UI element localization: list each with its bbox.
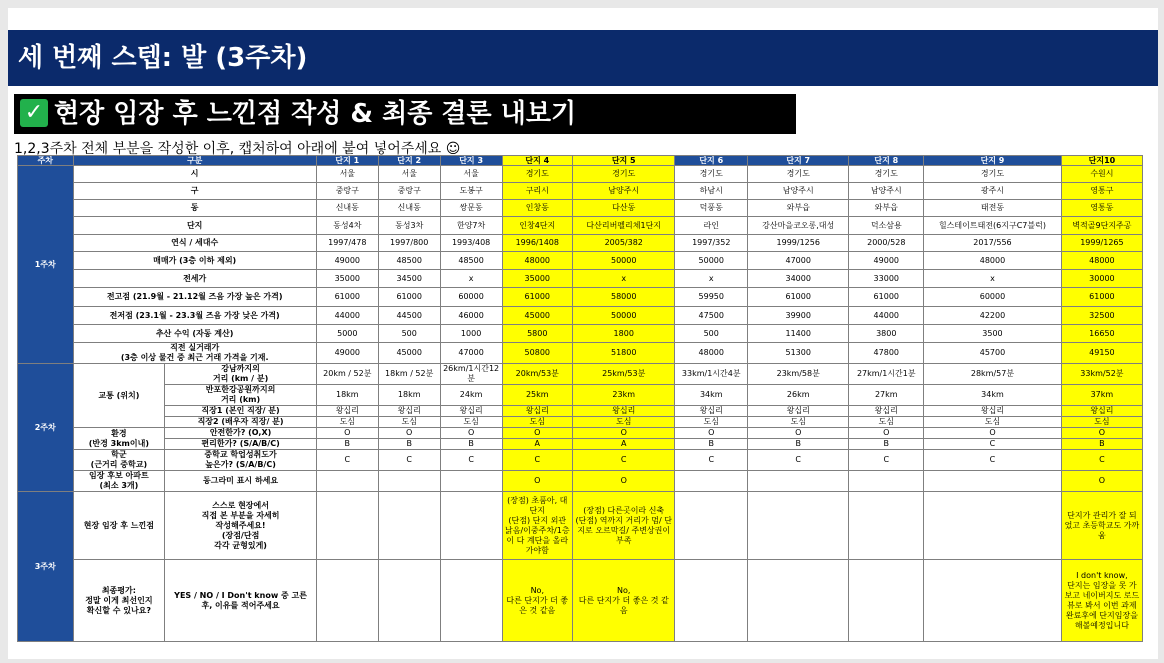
cell-year-danji-6: 1997/352 <box>675 235 748 252</box>
cell-dong-danji-5: 다산동 <box>573 200 675 217</box>
cell-job1-danji-1: 왕십리 <box>316 406 378 417</box>
cell-year-danji-5: 2005/382 <box>573 235 675 252</box>
cell-year-danji-2: 1997/800 <box>378 235 440 252</box>
cell-si-danji-6: 경기도 <box>675 166 748 183</box>
row-label-gu: 구 <box>73 183 316 200</box>
cell-safe-danji-2: O <box>378 428 440 439</box>
group-label-env: 환경 (반경 3km이내) <box>73 428 165 450</box>
final-danji-1 <box>316 560 378 642</box>
row-label-circle: 동그라미 표시 하세요 <box>165 471 317 492</box>
cell-job2-danji-10: 도심 <box>1061 417 1142 428</box>
notes-danji-2 <box>378 492 440 560</box>
cell-profit-danji-4: 5800 <box>502 325 572 343</box>
header-danji-8: 단지 8 <box>849 156 924 166</box>
apartment-comparison-table <box>17 155 1143 642</box>
cell-bangpo-danji-1: 18km <box>316 385 378 406</box>
cell-low-danji-10: 32500 <box>1061 307 1142 325</box>
cell-circle-danji-7 <box>748 471 849 492</box>
notes-danji-5: (장점) 다른곳이라 신축 (단점) 역까지 거리가 멈/ 단지로 오르막길/ 주변상권이 부족 <box>573 492 675 560</box>
cell-school-danji-10: C <box>1061 450 1142 471</box>
cell-safe-danji-3: O <box>440 428 502 439</box>
table-row <box>18 417 1143 428</box>
header-week: 주차 <box>18 156 74 166</box>
cell-jeonse-danji-3: x <box>440 270 502 288</box>
row-label-dong: 동 <box>73 200 316 217</box>
notes-danji-8 <box>849 492 924 560</box>
table-body <box>18 156 1143 642</box>
table-row <box>18 343 1143 364</box>
cell-low-danji-2: 44500 <box>378 307 440 325</box>
week-2-label: 2주차 <box>18 364 74 492</box>
cell-job2-danji-1: 도심 <box>316 417 378 428</box>
cell-low-danji-3: 46000 <box>440 307 502 325</box>
cell-danji-danji-5: 다산리버펠리체1단지 <box>573 217 675 235</box>
cell-danji-danji-2: 동성3차 <box>378 217 440 235</box>
cell-jeonse-danji-6: x <box>675 270 748 288</box>
cell-year-danji-1: 1997/478 <box>316 235 378 252</box>
notes-danji-9 <box>924 492 1062 560</box>
header-danji-2: 단지 2 <box>378 156 440 166</box>
cell-circle-danji-4: O <box>502 471 572 492</box>
row-label-sale: 매매가 (3층 이하 제외) <box>73 252 316 270</box>
cell-profit-danji-8: 3800 <box>849 325 924 343</box>
notes-danji-1 <box>316 492 378 560</box>
table-row <box>18 492 1143 560</box>
final-danji-4: No, 다른 단지가 더 좋은 것 같음 <box>502 560 572 642</box>
cell-peak-danji-6: 59950 <box>675 288 748 307</box>
cell-profit-danji-3: 1000 <box>440 325 502 343</box>
cell-safe-danji-9: O <box>924 428 1062 439</box>
cell-sale-danji-7: 47000 <box>748 252 849 270</box>
cell-profit-danji-5: 1800 <box>573 325 675 343</box>
row-label-jeonse: 전세가 <box>73 270 316 288</box>
table-row <box>18 560 1143 642</box>
cell-jeonse-danji-8: 33000 <box>849 270 924 288</box>
cell-gangnam-danji-7: 23km/58분 <box>748 364 849 385</box>
cell-peak-danji-1: 61000 <box>316 288 378 307</box>
cell-conv-danji-2: B <box>378 439 440 450</box>
cell-low-danji-1: 44000 <box>316 307 378 325</box>
row-label-gangnam: 강남까지의 거리 (km / 분) <box>165 364 317 385</box>
cell-school-danji-4: C <box>502 450 572 471</box>
cell-gu-danji-7: 남양주시 <box>748 183 849 200</box>
cell-gangnam-danji-6: 33km/1시간4분 <box>675 364 748 385</box>
cell-jeonse-danji-4: 35000 <box>502 270 572 288</box>
cell-peak-danji-7: 61000 <box>748 288 849 307</box>
check-mark-icon: ✓ <box>20 99 48 127</box>
cell-gu-danji-4: 구리시 <box>502 183 572 200</box>
final-danji-3 <box>440 560 502 642</box>
cell-school-danji-3: C <box>440 450 502 471</box>
table-row <box>18 288 1143 307</box>
cell-job1-danji-6: 왕십리 <box>675 406 748 417</box>
cell-peak-danji-3: 60000 <box>440 288 502 307</box>
cell-safe-danji-10: O <box>1061 428 1142 439</box>
final-danji-9 <box>924 560 1062 642</box>
table-row <box>18 183 1143 200</box>
week-3-label: 3주차 <box>18 492 74 642</box>
cell-school-danji-8: C <box>849 450 924 471</box>
table-row <box>18 471 1143 492</box>
cell-profit-danji-10: 16650 <box>1061 325 1142 343</box>
cell-bangpo-danji-5: 23km <box>573 385 675 406</box>
cell-conv-danji-10: B <box>1061 439 1142 450</box>
prompt-final: YES / NO / I Don't know 중 고른 후, 이유를 적어주세요 <box>165 560 317 642</box>
cell-si-danji-10: 수원시 <box>1061 166 1142 183</box>
cell-year-danji-7: 1999/1256 <box>748 235 849 252</box>
row-label-bangpo: 반포한강공원까지의 거리 (km) <box>165 385 317 406</box>
cell-job1-danji-5: 왕십리 <box>573 406 675 417</box>
table-row <box>18 325 1143 343</box>
cell-bangpo-danji-3: 24km <box>440 385 502 406</box>
cell-dong-danji-3: 쌍문동 <box>440 200 502 217</box>
cell-profit-danji-1: 5000 <box>316 325 378 343</box>
table-row <box>18 364 1143 385</box>
cell-gu-danji-8: 남양주시 <box>849 183 924 200</box>
cell-circle-danji-3 <box>440 471 502 492</box>
cell-danji-danji-3: 한양7차 <box>440 217 502 235</box>
row-label-safe: 안전한가? (O,X) <box>165 428 317 439</box>
cell-si-danji-3: 서울 <box>440 166 502 183</box>
table-row <box>18 450 1143 471</box>
cell-job1-danji-2: 왕십리 <box>378 406 440 417</box>
cell-si-danji-5: 경기도 <box>573 166 675 183</box>
cell-conv-danji-6: B <box>675 439 748 450</box>
cell-danji-danji-1: 동성4차 <box>316 217 378 235</box>
cell-low-danji-4: 45000 <box>502 307 572 325</box>
cell-sale-danji-3: 48500 <box>440 252 502 270</box>
cell-job2-danji-3: 도심 <box>440 417 502 428</box>
row-label-job2: 직장2 (배우자 직장/ 분) <box>165 417 317 428</box>
cell-job1-danji-9: 왕십리 <box>924 406 1062 417</box>
cell-recent-danji-9: 45700 <box>924 343 1062 364</box>
cell-jeonse-danji-10: 30000 <box>1061 270 1142 288</box>
cell-dong-danji-8: 와부읍 <box>849 200 924 217</box>
cell-job1-danji-10: 왕십리 <box>1061 406 1142 417</box>
row-label-profit: 추산 수익 (자동 계산) <box>73 325 316 343</box>
cell-jeonse-danji-5: x <box>573 270 675 288</box>
cell-sale-danji-2: 48500 <box>378 252 440 270</box>
cell-profit-danji-7: 11400 <box>748 325 849 343</box>
cell-recent-danji-4: 50800 <box>502 343 572 364</box>
cell-danji-danji-7: 강산마을코오롱,대성 <box>748 217 849 235</box>
cell-danji-danji-4: 인창4단지 <box>502 217 572 235</box>
header-danji-5: 단지 5 <box>573 156 675 166</box>
cell-dong-danji-10: 영통동 <box>1061 200 1142 217</box>
cell-peak-danji-9: 60000 <box>924 288 1062 307</box>
cell-school-danji-1: C <box>316 450 378 471</box>
cell-jeonse-danji-2: 34500 <box>378 270 440 288</box>
cell-recent-danji-8: 47800 <box>849 343 924 364</box>
page-title: 세 번째 스텝: 발 (3주차) <box>8 30 1158 86</box>
cell-dong-danji-4: 인창동 <box>502 200 572 217</box>
group-label-school: 학군 (근거리 중학교) <box>73 450 165 471</box>
cell-gangnam-danji-4: 20km/53분 <box>502 364 572 385</box>
cell-sale-danji-10: 48000 <box>1061 252 1142 270</box>
table-row <box>18 428 1143 439</box>
cell-school-danji-5: C <box>573 450 675 471</box>
final-danji-7 <box>748 560 849 642</box>
cell-profit-danji-9: 3500 <box>924 325 1062 343</box>
instruction-text: 1,2,3주차 전체 부분을 작성한 이후, 캡처하여 아래에 붙여 넣어주세요 ☺ <box>14 141 461 157</box>
cell-conv-danji-5: A <box>573 439 675 450</box>
cell-job2-danji-9: 도심 <box>924 417 1062 428</box>
group-label-fieldnote: 현장 임장 후 느낀점 <box>73 492 165 560</box>
header-row <box>18 156 1143 166</box>
cell-peak-danji-8: 61000 <box>849 288 924 307</box>
cell-circle-danji-8 <box>849 471 924 492</box>
cell-peak-danji-5: 58000 <box>573 288 675 307</box>
cell-dong-danji-7: 와부읍 <box>748 200 849 217</box>
cell-circle-danji-10: O <box>1061 471 1142 492</box>
cell-low-danji-5: 50000 <box>573 307 675 325</box>
cell-conv-danji-3: B <box>440 439 502 450</box>
cell-sale-danji-6: 50000 <box>675 252 748 270</box>
header-danji-1: 단지 1 <box>316 156 378 166</box>
week-1-label: 1주차 <box>18 166 74 364</box>
cell-job2-danji-6: 도심 <box>675 417 748 428</box>
cell-low-danji-6: 47500 <box>675 307 748 325</box>
cell-job2-danji-7: 도심 <box>748 417 849 428</box>
cell-danji-danji-9: 힐스테이트태전(6지구C7블럭) <box>924 217 1062 235</box>
cell-sale-danji-4: 48000 <box>502 252 572 270</box>
cell-bangpo-danji-4: 25km <box>502 385 572 406</box>
cell-job2-danji-8: 도심 <box>849 417 924 428</box>
cell-sale-danji-5: 50000 <box>573 252 675 270</box>
cell-recent-danji-3: 47000 <box>440 343 502 364</box>
cell-low-danji-7: 39900 <box>748 307 849 325</box>
cell-recent-danji-2: 45000 <box>378 343 440 364</box>
cell-year-danji-10: 1999/1265 <box>1061 235 1142 252</box>
cell-recent-danji-10: 49150 <box>1061 343 1142 364</box>
row-label-peak: 전고점 (21.9월 - 21.12월 즈음 가장 높은 가격) <box>73 288 316 307</box>
table-row <box>18 406 1143 417</box>
table-row <box>18 252 1143 270</box>
cell-si-danji-8: 경기도 <box>849 166 924 183</box>
cell-safe-danji-6: O <box>675 428 748 439</box>
cell-safe-danji-1: O <box>316 428 378 439</box>
cell-job2-danji-5: 도심 <box>573 417 675 428</box>
cell-sale-danji-1: 49000 <box>316 252 378 270</box>
cell-gangnam-danji-9: 28km/57분 <box>924 364 1062 385</box>
table-row <box>18 270 1143 288</box>
table-row <box>18 217 1143 235</box>
cell-conv-danji-9: C <box>924 439 1062 450</box>
final-danji-10: I don't know, 단지는 임장을 못 가보고 네이버지도 로드뷰로 봐서 이번 과제 완료후에 단지임장을 해볼예정입니다 <box>1061 560 1142 642</box>
cell-profit-danji-2: 500 <box>378 325 440 343</box>
cell-circle-danji-2 <box>378 471 440 492</box>
cell-conv-danji-7: B <box>748 439 849 450</box>
row-label-school: 중학교 학업성취도가 높은가? (S/A/B/C) <box>165 450 317 471</box>
cell-job2-danji-2: 도심 <box>378 417 440 428</box>
cell-recent-danji-6: 48000 <box>675 343 748 364</box>
cell-dong-danji-9: 태전동 <box>924 200 1062 217</box>
notes-danji-4: (장점) 초품아, 대단지 (단점) 단지 외관 낡음/이중주차/1층이 다 계단을 올라가야함 <box>502 492 572 560</box>
cell-gu-danji-2: 중랑구 <box>378 183 440 200</box>
notes-danji-7 <box>748 492 849 560</box>
cell-dong-danji-6: 덕풍동 <box>675 200 748 217</box>
cell-school-danji-7: C <box>748 450 849 471</box>
cell-bangpo-danji-7: 26km <box>748 385 849 406</box>
cell-year-danji-4: 1996/1408 <box>502 235 572 252</box>
cell-gu-danji-9: 광주시 <box>924 183 1062 200</box>
cell-si-danji-2: 서울 <box>378 166 440 183</box>
cell-recent-danji-5: 51800 <box>573 343 675 364</box>
row-label-si: 시 <box>73 166 316 183</box>
cell-bangpo-danji-10: 37km <box>1061 385 1142 406</box>
cell-year-danji-9: 2017/556 <box>924 235 1062 252</box>
table-row <box>18 235 1143 252</box>
cell-year-danji-3: 1993/408 <box>440 235 502 252</box>
cell-safe-danji-5: O <box>573 428 675 439</box>
table-row <box>18 166 1143 183</box>
cell-peak-danji-4: 61000 <box>502 288 572 307</box>
cell-gangnam-danji-1: 20km / 52분 <box>316 364 378 385</box>
prompt-fieldnote: 스스로 현장에서 직접 본 부분을 자세히 작성해주세요! (장점/단점 각각 균형있게) <box>165 492 317 560</box>
cell-sale-danji-9: 48000 <box>924 252 1062 270</box>
cell-gu-danji-5: 남양주시 <box>573 183 675 200</box>
row-label-job1: 직장1 (본인 직장/ 분) <box>165 406 317 417</box>
table-row <box>18 439 1143 450</box>
header-danji-6: 단지 6 <box>675 156 748 166</box>
cell-peak-danji-2: 61000 <box>378 288 440 307</box>
group-label-final: 최종평가: 정말 이게 최선인지 확신할 수 있나요? <box>73 560 165 642</box>
cell-job1-danji-4: 왕십리 <box>502 406 572 417</box>
cell-danji-danji-6: 라인 <box>675 217 748 235</box>
cell-si-danji-1: 서울 <box>316 166 378 183</box>
group-label-apt: 임장 후보 아파트 (최소 3개) <box>73 471 165 492</box>
cell-circle-danji-9 <box>924 471 1062 492</box>
header-danji-10: 단지10 <box>1061 156 1142 166</box>
cell-school-danji-6: C <box>675 450 748 471</box>
cell-low-danji-9: 42200 <box>924 307 1062 325</box>
cell-dong-danji-2: 신내동 <box>378 200 440 217</box>
cell-recent-danji-7: 51300 <box>748 343 849 364</box>
cell-gangnam-danji-10: 33km/52분 <box>1061 364 1142 385</box>
group-label-transport: 교통 (위치) <box>73 364 165 428</box>
cell-jeonse-danji-1: 35000 <box>316 270 378 288</box>
notes-danji-6 <box>675 492 748 560</box>
cell-recent-danji-1: 49000 <box>316 343 378 364</box>
cell-si-danji-7: 경기도 <box>748 166 849 183</box>
row-label-year: 연식 / 세대수 <box>73 235 316 252</box>
row-label-low: 전저점 (23.1월 - 23.3월 즈음 가장 낮은 가격) <box>73 307 316 325</box>
cell-gangnam-danji-8: 27km/1시간1분 <box>849 364 924 385</box>
cell-school-danji-2: C <box>378 450 440 471</box>
cell-si-danji-4: 경기도 <box>502 166 572 183</box>
cell-job1-danji-7: 왕십리 <box>748 406 849 417</box>
final-danji-2 <box>378 560 440 642</box>
cell-bangpo-danji-8: 27km <box>849 385 924 406</box>
cell-gangnam-danji-3: 26km/1시간12분 <box>440 364 502 385</box>
cell-gangnam-danji-5: 25km/53분 <box>573 364 675 385</box>
table-row <box>18 385 1143 406</box>
section-heading <box>14 94 796 134</box>
cell-safe-danji-8: O <box>849 428 924 439</box>
final-danji-5: No, 다른 단지가 더 좋은 것 같음 <box>573 560 675 642</box>
cell-conv-danji-4: A <box>502 439 572 450</box>
cell-circle-danji-5: O <box>573 471 675 492</box>
header-danji-4: 단지 4 <box>502 156 572 166</box>
cell-bangpo-danji-2: 18km <box>378 385 440 406</box>
cell-sale-danji-8: 49000 <box>849 252 924 270</box>
cell-job1-danji-3: 왕십리 <box>440 406 502 417</box>
cell-conv-danji-8: B <box>849 439 924 450</box>
table-row <box>18 307 1143 325</box>
cell-gu-danji-1: 중랑구 <box>316 183 378 200</box>
cell-si-danji-9: 경기도 <box>924 166 1062 183</box>
cell-bangpo-danji-9: 34km <box>924 385 1062 406</box>
cell-low-danji-8: 44000 <box>849 307 924 325</box>
header-category: 구분 <box>73 156 316 166</box>
cell-bangpo-danji-6: 34km <box>675 385 748 406</box>
notes-danji-10: 단지가 관리가 잘 되었고 초등학교도 가까움 <box>1061 492 1142 560</box>
cell-circle-danji-6 <box>675 471 748 492</box>
cell-circle-danji-1 <box>316 471 378 492</box>
cell-safe-danji-4: O <box>502 428 572 439</box>
cell-peak-danji-10: 61000 <box>1061 288 1142 307</box>
final-danji-8 <box>849 560 924 642</box>
notes-danji-3 <box>440 492 502 560</box>
cell-safe-danji-7: O <box>748 428 849 439</box>
cell-profit-danji-6: 500 <box>675 325 748 343</box>
cell-danji-danji-10: 벽적골9단지주공 <box>1061 217 1142 235</box>
cell-gangnam-danji-2: 18km / 52분 <box>378 364 440 385</box>
cell-jeonse-danji-7: 34000 <box>748 270 849 288</box>
row-label-conv: 편리한가? (S/A/B/C) <box>165 439 317 450</box>
row-label-danji: 단지 <box>73 217 316 235</box>
cell-dong-danji-1: 신내동 <box>316 200 378 217</box>
cell-job2-danji-4: 도심 <box>502 417 572 428</box>
header-danji-3: 단지 3 <box>440 156 502 166</box>
cell-gu-danji-6: 하남시 <box>675 183 748 200</box>
cell-jeonse-danji-9: x <box>924 270 1062 288</box>
cell-conv-danji-1: B <box>316 439 378 450</box>
section-heading-text: 현장 임장 후 느낀점 작성 & 최종 결론 내보기 <box>54 99 577 129</box>
header-danji-9: 단지 9 <box>924 156 1062 166</box>
cell-school-danji-9: C <box>924 450 1062 471</box>
cell-gu-danji-10: 영통구 <box>1061 183 1142 200</box>
final-danji-6 <box>675 560 748 642</box>
row-label-recent: 직전 실거래가 (3층 이상 물건 중 최근 거래 가격을 기재. <box>73 343 316 364</box>
cell-danji-danji-8: 덕소삼용 <box>849 217 924 235</box>
cell-job1-danji-8: 왕십리 <box>849 406 924 417</box>
header-danji-7: 단지 7 <box>748 156 849 166</box>
table-row <box>18 200 1143 217</box>
cell-gu-danji-3: 도봉구 <box>440 183 502 200</box>
cell-year-danji-8: 2000/528 <box>849 235 924 252</box>
